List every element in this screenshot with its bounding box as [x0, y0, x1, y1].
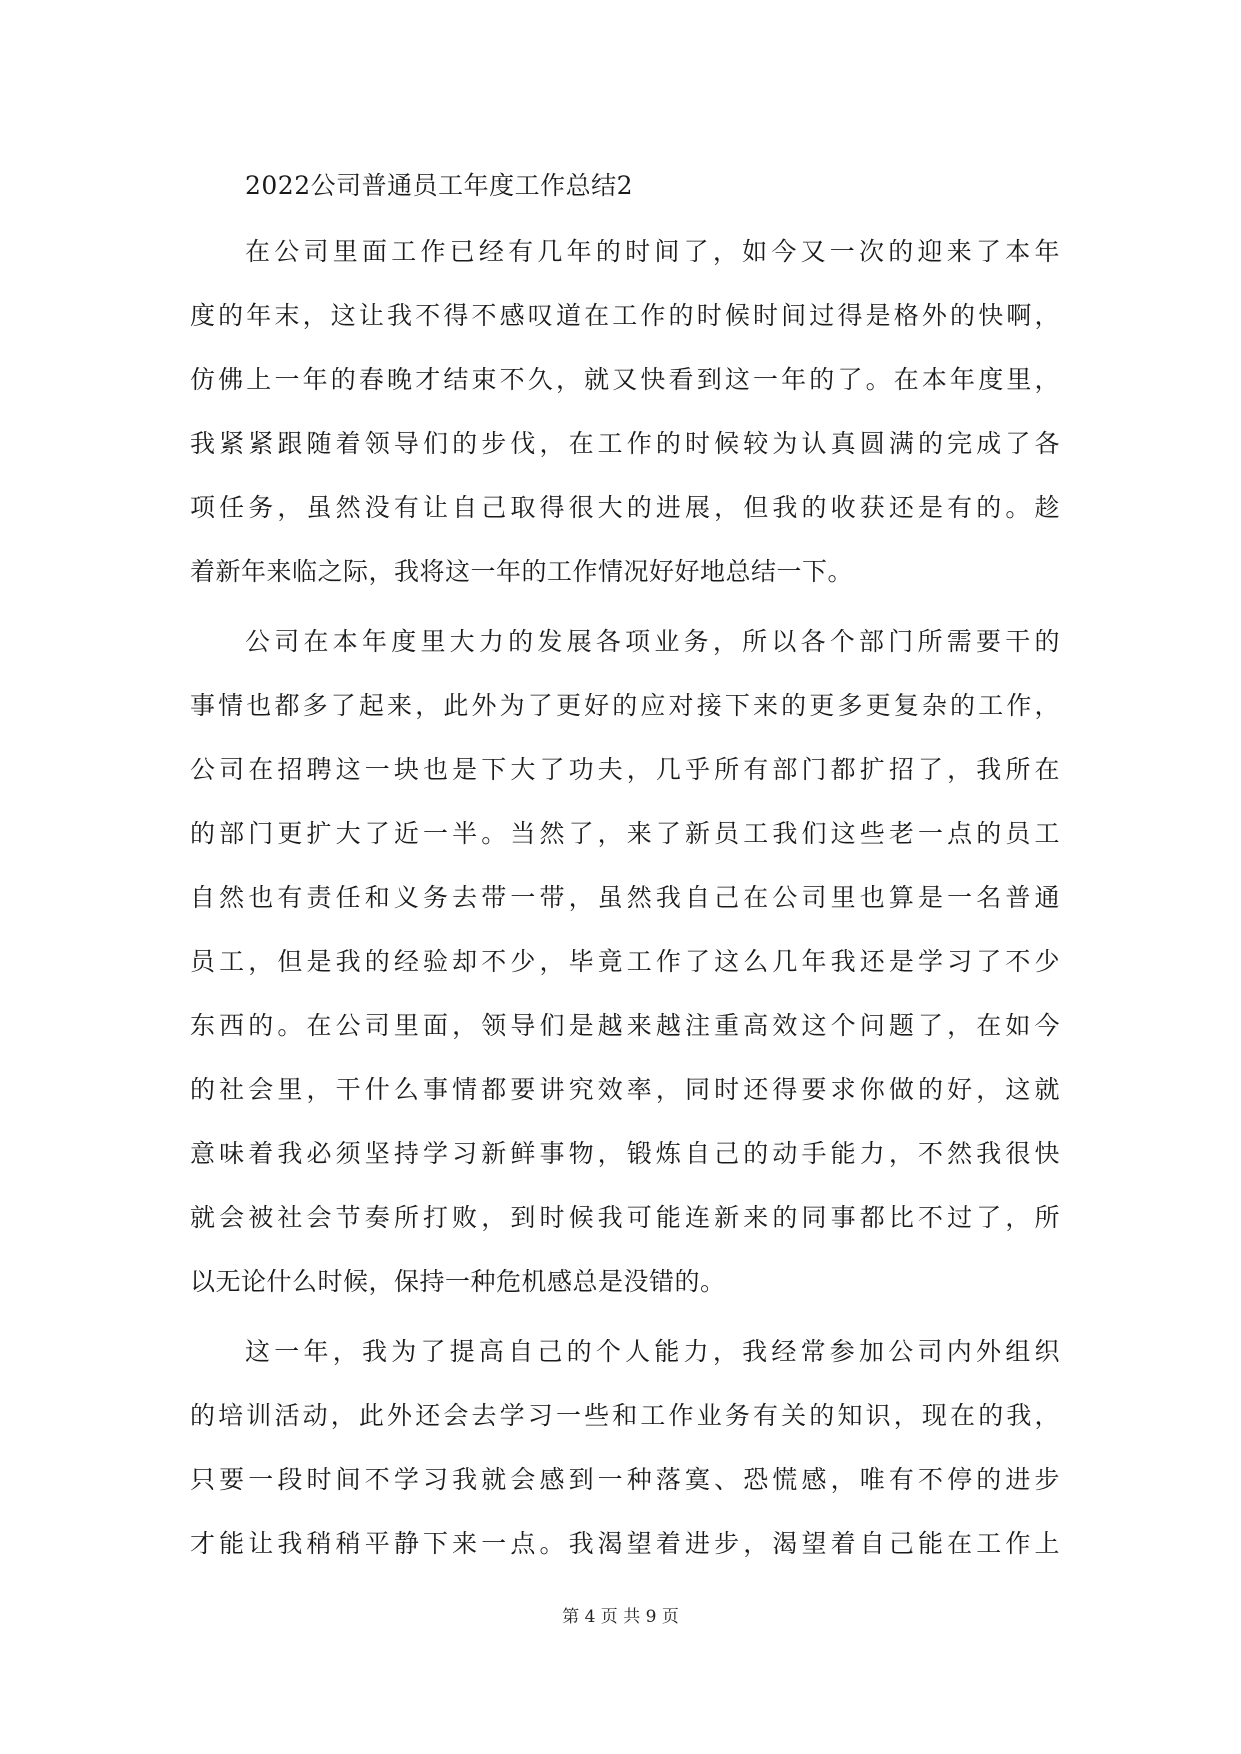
paragraph-3-line-4: 才能让我稍稍平静下来一点。我渴望着进步，渴望着自己能在工作上	[190, 1529, 1060, 1558]
paragraph-2-line-8: 的社会里，干什么事情都要讲究效率，同时还得要求你做的好，这就	[190, 1075, 1060, 1104]
paragraph-1-line-2: 度的年末，这让我不得不感叹道在工作的时候时间过得是格外的快啊，	[190, 301, 1060, 330]
paragraph-3-line-2: 的培训活动，此外还会去学习一些和工作业务有关的知识，现在的我，	[190, 1401, 1060, 1430]
paragraph-1-line-6: 着新年来临之际，我将这一年的工作情况好好地总结一下。	[190, 557, 854, 586]
paragraph-2-line-1: 公司在本年度里大力的发展各项业务，所以各个部门所需要干的	[245, 627, 1060, 656]
paragraph-1-line-5: 项任务，虽然没有让自己取得很大的进展，但我的收获还是有的。趁	[190, 493, 1060, 522]
paragraph-1-line-3: 仿佛上一年的春晚才结束不久，就又快看到这一年的了。在本年度里，	[190, 365, 1060, 394]
paragraph-2-line-11: 以无论什么时候，保持一种危机感总是没错的。	[190, 1267, 726, 1296]
paragraph-1-line-4: 我紧紧跟随着领导们的步伐，在工作的时候较为认真圆满的完成了各	[190, 429, 1060, 458]
paragraph-2-line-7: 东西的。在公司里面，领导们是越来越注重高效这个问题了，在如今	[190, 1011, 1060, 1040]
paragraph-2-line-5: 自然也有责任和义务去带一带，虽然我自己在公司里也算是一名普通	[190, 883, 1060, 912]
paragraph-2-line-4: 的部门更扩大了近一半。当然了，来了新员工我们这些老一点的员工	[190, 819, 1060, 848]
paragraph-3-line-1: 这一年，我为了提高自己的个人能力，我经常参加公司内外组织	[245, 1337, 1060, 1366]
paragraph-2-line-3: 公司在招聘这一块也是下大了功夫，几乎所有部门都扩招了，我所在	[190, 755, 1060, 784]
paragraph-3-line-3: 只要一段时间不学习我就会感到一种落寞、恐慌感，唯有不停的进步	[190, 1465, 1060, 1494]
document-title: 2022公司普通员工年度工作总结2	[245, 171, 634, 200]
paragraph-2-line-9: 意味着我必须坚持学习新鲜事物，锻炼自己的动手能力，不然我很快	[190, 1139, 1060, 1168]
paragraph-1-line-1: 在公司里面工作已经有几年的时间了，如今又一次的迎来了本年	[245, 237, 1060, 266]
paragraph-2-line-2: 事情也都多了起来，此外为了更好的应对接下来的更多更复杂的工作，	[190, 691, 1060, 720]
paragraph-2-line-6: 员工，但是我的经验却不少，毕竟工作了这么几年我还是学习了不少	[190, 947, 1060, 976]
page-number-footer: 第 4 页 共 9 页	[562, 1607, 679, 1627]
paragraph-2-line-10: 就会被社会节奏所打败，到时候我可能连新来的同事都比不过了，所	[190, 1203, 1060, 1232]
